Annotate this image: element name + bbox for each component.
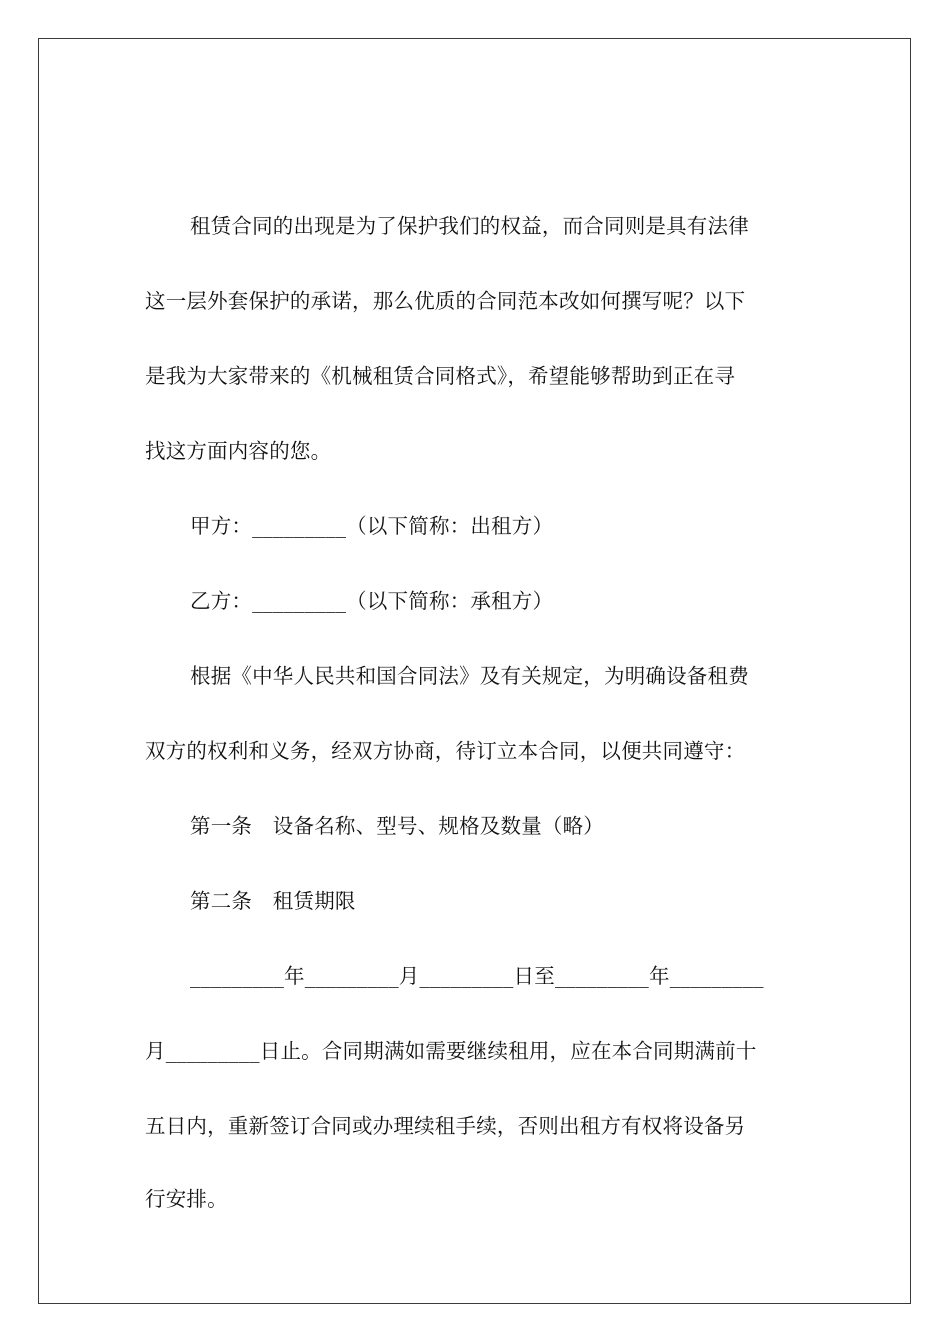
basis-paragraph-line-2: 双方的权利和义务，经双方协商，待订立本合同，以便共同遵守： (145, 739, 746, 763)
lease-term-line-3: 五日内，重新签订合同或办理续租手续，否则出租方有权将设备另 (145, 1114, 746, 1138)
party-a-line: 甲方：_________（以下简称：出租方） (190, 514, 554, 538)
intro-paragraph-line-4: 找这方面内容的您。 (145, 439, 332, 463)
intro-paragraph-line-3: 是我为大家带来的《机械租赁合同格式》，希望能够帮助到正在寻 (145, 364, 736, 388)
basis-paragraph-line-1: 根据《中华人民共和国合同法》及有关规定，为明确设备租费 (190, 664, 749, 688)
intro-paragraph-line-1: 租赁合同的出现是为了保护我们的权益，而合同则是具有法律 (190, 214, 749, 238)
intro-paragraph-line-2: 这一层外套保护的承诺，那么优质的合同范本改如何撰写呢？以下 (145, 289, 746, 313)
lease-term-line-4: 行安排。 (145, 1187, 228, 1211)
article-2-heading: 第二条 租赁期限 (190, 889, 356, 913)
lease-term-line-1: _________年_________月_________日至_________年_________ (190, 964, 764, 988)
lease-term-line-2: 月_________日止。合同期满如需要继续租用，应在本合同期满前十 (145, 1039, 757, 1063)
party-b-line: 乙方：_________（以下简称：承租方） (190, 589, 554, 613)
article-1-heading: 第一条 设备名称、型号、规格及数量（略） (190, 814, 604, 838)
